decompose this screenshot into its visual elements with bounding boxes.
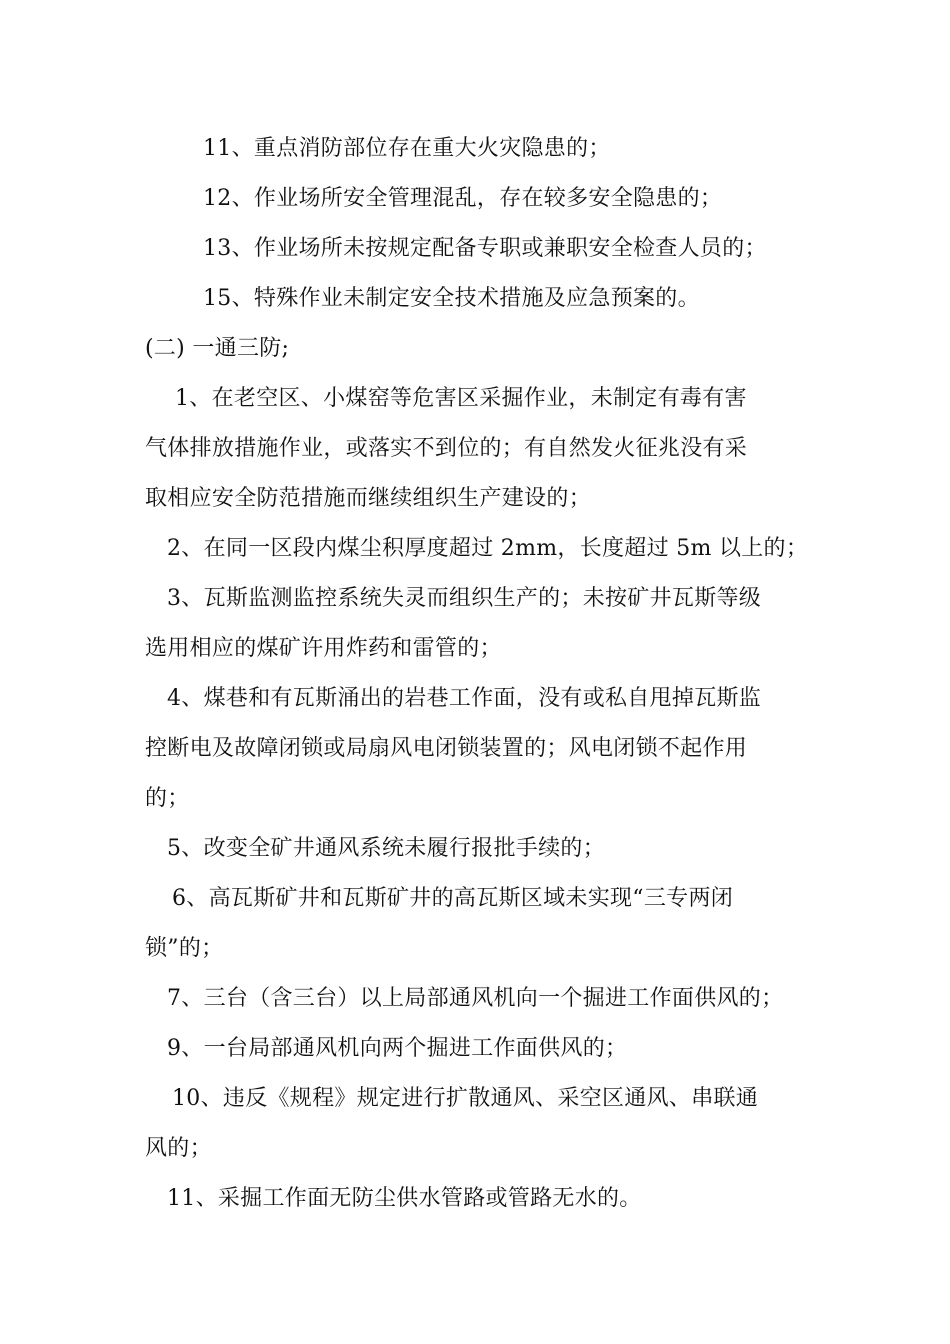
item-5: 5、改变全矿井通风系统未履行报批手续的；: [167, 836, 605, 861]
item-9: 9、一台局部通风机向两个掘进工作面供风的；: [167, 1036, 628, 1061]
item-6-line-2: 锁”的；: [145, 936, 224, 961]
item-4-line-1: 4、煤巷和有瓦斯涌出的岩巷工作面，没有或私自甩掉瓦斯监: [167, 686, 762, 711]
item-3-line-2: 选用相应的煤矿许用炸药和雷管的；: [145, 636, 502, 661]
item-11-fire-hazard: 11、重点消防部位存在重大火灾隐患的；: [203, 136, 611, 161]
item-6-line-1: 6、高瓦斯矿井和瓦斯矿井的高瓦斯区域未实现“三专两闭: [172, 886, 734, 911]
item-12-site-management: 12、作业场所安全管理混乱，存在较多安全隐患的；: [203, 186, 723, 211]
item-7: 7、三台（含三台）以上局部通风机向一个掘进工作面供风的；: [167, 986, 784, 1011]
item-2: 2、在同一区段内煤尘积厚度超过 2mm，长度超过 5m 以上的；: [167, 536, 809, 561]
item-15-special-operations: 15、特殊作业未制定安全技术措施及应急预案的。: [203, 286, 700, 311]
item-1-line-2: 气体排放措施作业，或落实不到位的；有自然发火征兆没有采: [145, 436, 748, 461]
item-11-dust-water-supply: 11、采掘工作面无防尘供水管路或管路无水的。: [167, 1186, 642, 1211]
item-3-line-1: 3、瓦斯监测监控系统失灵而组织生产的；未按矿井瓦斯等级: [167, 586, 762, 611]
item-10-line-2: 风的；: [145, 1136, 212, 1161]
item-4-line-2: 控断电及故障闭锁或局扇风电闭锁装置的；风电闭锁不起作用: [145, 736, 748, 761]
item-1-line-1: 1、在老空区、小煤窑等危害区采掘作业，未制定有毒有害: [175, 386, 747, 411]
item-4-line-3: 的；: [145, 786, 190, 811]
item-13-safety-inspector: 13、作业场所未按规定配备专职或兼职安全检查人员的；: [203, 236, 767, 261]
section-heading-ventilation: (二) 一通三防;: [145, 336, 290, 361]
item-1-line-3: 取相应安全防范措施而继续组织生产建设的；: [145, 486, 592, 511]
item-10-line-1: 10、违反《规程》规定进行扩散通风、采空区通风、串联通: [172, 1086, 759, 1111]
